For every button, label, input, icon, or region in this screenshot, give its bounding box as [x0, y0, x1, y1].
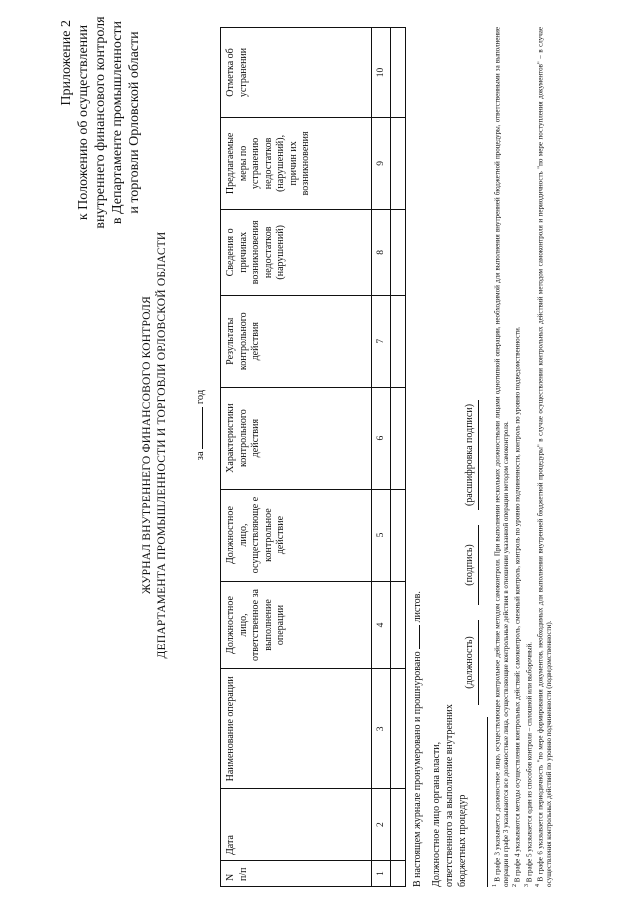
- table-cell: [391, 861, 406, 887]
- footnote-text: В графе 6 указывается периодичность "по мере формирования документов, необходимых для выполнения внутренней бюджетной процедуры" в случае осуществления контрольных действий методом самоконтроля и периодичность "по мере поступления документов" – в случае осуществления контрольных действий по уровню подчиненности (подведомственности).: [536, 27, 554, 887]
- stitched-blank: [410, 625, 420, 649]
- stitched-pages-line: [410, 591, 423, 887]
- table-row-empty: [391, 28, 406, 887]
- appendix-line: и торговли Орловской области: [127, 31, 142, 214]
- table-cell: [391, 669, 406, 789]
- appendix-line: в Департаменте промышленности: [110, 20, 125, 225]
- table-cell: [391, 209, 406, 295]
- column-number: 8: [372, 209, 391, 295]
- period-suffix: год: [195, 389, 206, 405]
- header-cell: Должностное лицо, ответственное за выполнение операции: [221, 581, 372, 669]
- column-number: 3: [372, 669, 391, 789]
- footnotes: [487, 27, 554, 887]
- signature-caption: (подпись): [464, 544, 475, 586]
- table-row: [372, 28, 391, 887]
- column-number: 10: [372, 28, 391, 118]
- column-number: 6: [372, 387, 391, 489]
- header-cell: Дата: [221, 789, 372, 861]
- table-cell: [391, 28, 406, 118]
- column-number: 1: [372, 861, 391, 887]
- period-line: [193, 345, 206, 505]
- journal-table: [220, 27, 406, 887]
- footnote-text: В графе 3 указывается должностное лицо, осуществляющее контрольное действие методом самоконтроля. При выполнении нескольких должностными лицами однотипной операции, необходимой для выполнения внутренней бюджетной процедуры, ответственными за выполнение операции в графе 3 указываются все должностные лица, осуществляющие контрольные действия в отношении указанной операции методом самоконтроля.: [493, 27, 511, 887]
- header-cell: Характеристики контрольного действия: [221, 387, 372, 489]
- header-cell: Предлагаемые меры по устранению недостатков (нарушений), причин их возникновения: [221, 117, 372, 209]
- footnote-mark: 1: [492, 884, 498, 887]
- period-prefix: за: [195, 451, 206, 461]
- appendix-number: Приложение 2: [59, 20, 74, 106]
- appendix-header: [58, 10, 143, 235]
- column-number: 5: [372, 489, 391, 581]
- table-cell: [391, 789, 406, 861]
- header-cell: Сведения о причинах возникновения недостатков (нарушений): [221, 209, 372, 295]
- header-cell: N п/п: [221, 861, 372, 887]
- table-cell: [391, 581, 406, 669]
- footnote: [491, 27, 511, 887]
- footnote-mark: 2: [512, 884, 519, 887]
- footnote-text: В графе 5 указывается один из способов контроля – сплошной или выборочный.: [524, 641, 533, 883]
- footnote: [534, 27, 554, 887]
- header-cell: Должностное лицо, осуществляюще е контрольное действие: [221, 489, 372, 581]
- footnote-text: В графе 4 указываются методы осуществления контрольных действий: самоконтроль, смежный контроль, контроль по уровню подчиненности, контроль по уровню подведомственности.: [513, 326, 522, 883]
- footnote: [511, 27, 522, 887]
- footnote-separator: [487, 717, 488, 887]
- position-caption: (должность): [464, 636, 475, 689]
- table-cell: [391, 387, 406, 489]
- header-cell: Отметка об устранении: [221, 28, 372, 118]
- stitched-prefix: В настоящем журнале пронумеровано и прошнуровано: [412, 651, 423, 887]
- footnote-mark: 3: [523, 884, 530, 887]
- column-number: 7: [372, 295, 391, 387]
- table-header-row: [221, 28, 372, 887]
- footnote-mark: 4: [534, 884, 541, 887]
- column-number: 9: [372, 117, 391, 209]
- appendix-line: к Положению об осуществлении: [76, 24, 91, 221]
- header-cell: Результаты контрольного действия: [221, 295, 372, 387]
- appendix-line: внутреннего финансового контроля: [93, 16, 108, 229]
- journal-title-line1: ЖУРНАЛ ВНУТРЕННЕГО ФИНАНСОВОГО КОНТРОЛЯ: [141, 295, 153, 595]
- stitched-suffix: листов.: [412, 591, 423, 623]
- column-number: 4: [372, 581, 391, 669]
- header-cell: Наименование операции: [221, 669, 372, 789]
- official-label: Должностное лицо органа власти, ответственного за выполнение внутренних бюджетных процедур: [431, 704, 468, 887]
- journal-title: [140, 165, 170, 725]
- table-cell: [391, 489, 406, 581]
- column-number: 2: [372, 789, 391, 861]
- footnote: [523, 27, 534, 887]
- journal-title-line2: ДЕПАРТАМЕНТА ПРОМЫШЛЕННОСТИ И ТОРГОВЛИ ОРЛОВСКОЙ ОБЛАСТИ: [156, 231, 168, 659]
- table-cell: [391, 295, 406, 387]
- period-blank: [193, 407, 203, 449]
- decoding-caption: (расшифровка подписи): [464, 403, 475, 507]
- table-cell: [391, 117, 406, 209]
